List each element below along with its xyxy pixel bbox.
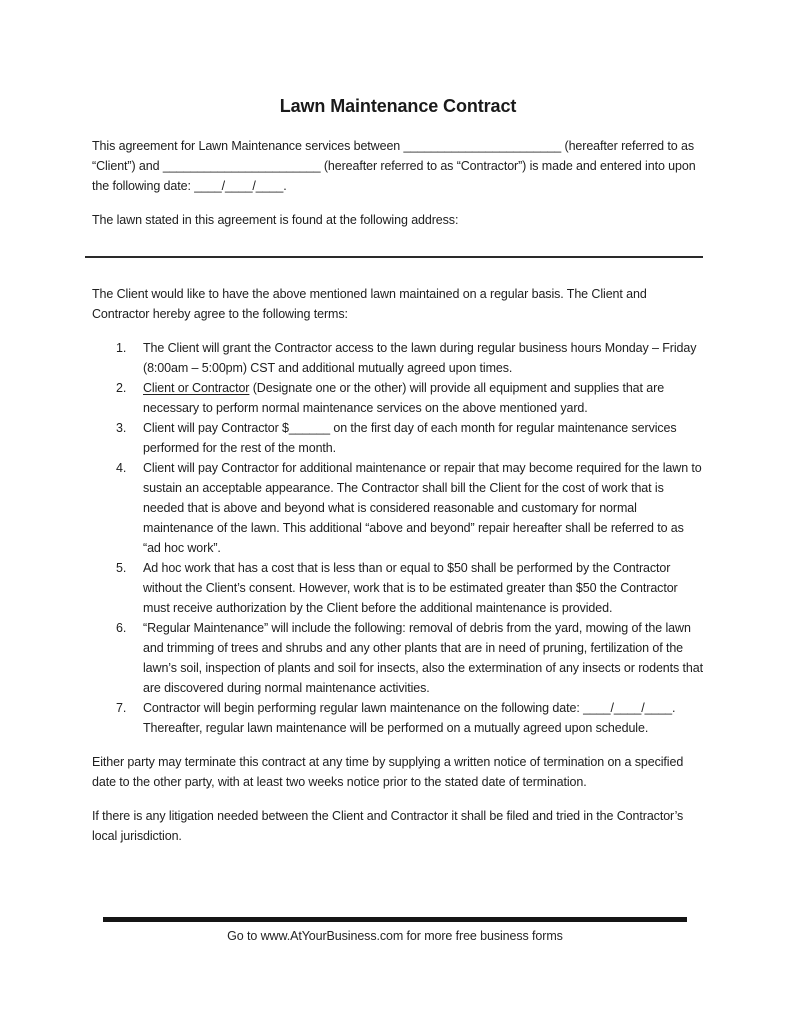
term-text: Client will pay Contractor for additional maintenance or repair that may become required for the lawn to sustain an acceptable appearance. The Contractor shall bill the Client for the cost of work that is needed that is above and beyond what is considered reasonable and customary for normal maintenance of the lawn. This additional “above and beyond” repair hereafter shall be referred to as “ad hoc work”. [143,461,702,555]
footer-rule [103,917,687,922]
term-text [143,378,704,418]
term-item-6 [116,618,704,698]
footer-text: Go to www.AtYourBusiness.com for more free business forms [227,929,563,943]
intro-paragraph: This agreement for Lawn Maintenance services between _______________________ (hereafter referred to as “Client”) and _______________________ (hereafter referred to as “Contractor”) is made and entered into upon the following date: ____/____/____. [92,139,696,193]
term-text: Ad hoc work that has a cost that is less than or equal to $50 shall be performed by the Contractor without the Client’s consent. However, work that is to be estimated greater than $50 the Contractor must receive authorization by the Client before the additional maintenance is provided. [143,561,678,615]
terms-list [92,338,704,738]
term-item-1 [116,338,704,378]
term-item-2 [116,378,704,418]
termination-paragraph: Either party may terminate this contract at any time by supplying a written notice of termination on a specified date to the other party, with at least two weeks notice prior to the stated date of termination. [92,755,684,789]
terms-intro-paragraph: The Client would like to have the above mentioned lawn maintained on a regular basis. The Client and Contractor hereby agree to the following terms: [92,287,647,321]
term-text: Client will pay Contractor $______ on the first day of each month for regular maintenance services performed for the rest of the month. [143,421,677,455]
address-blank-line [85,256,703,258]
litigation-paragraph: If there is any litigation needed between the Client and Contractor it shall be filed and tried in the Contractor’s local jurisdiction. [92,809,684,843]
term-number: 1. [116,341,127,355]
page-footer [0,917,790,946]
document-title: Lawn Maintenance Contract [279,96,517,116]
term-item-3 [116,418,704,458]
term-text-rest: (Designate one or the other) will provide all equipment and supplies that are necessary to perform normal maintenance services on the above mentioned yard. [143,381,665,415]
term-underlined-lead: Client or Contractor [143,381,250,395]
address-prompt: The lawn stated in this agreement is found at the following address: [92,213,459,227]
term-number: 3. [116,421,127,435]
term-text: The Client will grant the Contractor access to the lawn during regular business hours Monday – Friday (8:00am – 5:00pm) CST and additional mutually agreed upon times. [143,341,697,375]
term-item-5 [116,558,704,618]
term-text: Contractor will begin performing regular lawn maintenance on the following date: ____/____/____. Thereafter, regular lawn maintenance will be performed on a mutually agreed upon schedule. [143,701,676,735]
term-number: 6. [116,621,127,635]
term-number: 7. [116,701,127,715]
term-number: 4. [116,461,127,475]
term-item-4 [116,458,704,558]
term-text: “Regular Maintenance” will include the following: removal of debris from the yard, mowing of the lawn and trimming of trees and shrubs and any other plants that are in need of pruning, fertilization of the lawn’s soil, inspection of plants and soil for insects, also the extermination of any insects or rodents that are discovered during normal maintenance activities. [143,621,704,695]
term-number: 2. [116,381,127,395]
term-item-7 [116,698,704,738]
term-number: 5. [116,561,127,575]
